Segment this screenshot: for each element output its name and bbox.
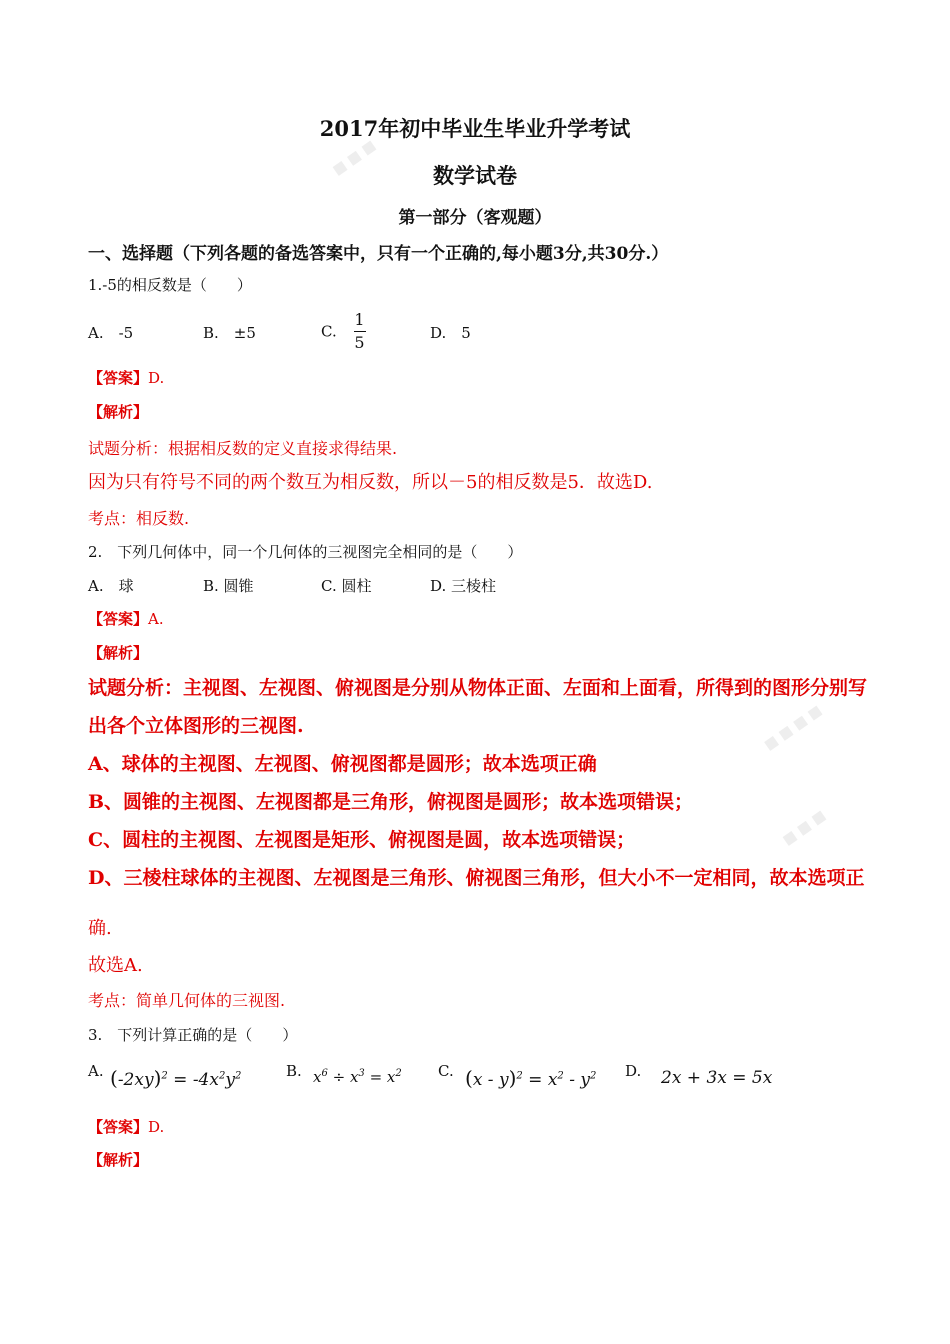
answer-value: D. xyxy=(148,1118,165,1136)
q3-option-a-formula: $(-2xy)^2 = -4x^2y^2$ xyxy=(110,1066,242,1090)
q2-analysis-line: A、球体的主视图、左视图、俯视图都是圆形；故本选项正确 xyxy=(88,753,597,775)
q2-analysis-line: B、圆锥的主视图、左视图都是三角形，俯视图是圆形；故本选项错误； xyxy=(88,791,694,813)
watermark: ■ ■ ■ ■ xyxy=(761,702,825,754)
q1-analysis-line: 因为只有符号不同的两个数互为相反数，所以－5的相反数是5．故选D. xyxy=(88,472,653,493)
fraction-numerator: 1 xyxy=(354,310,365,329)
q1-option-d: D. 5 xyxy=(430,324,471,342)
fraction-denominator: 5 xyxy=(354,333,365,352)
q2-point: 考点：简单几何体的三视图. xyxy=(88,991,286,1010)
q2-analysis-line: 故选A. xyxy=(88,955,143,976)
q2-analysis-tag: 【解析】 xyxy=(88,644,149,662)
answer-tag: 【答案】 xyxy=(88,610,149,628)
fraction-bar xyxy=(354,331,366,332)
q3-option-a-label: A. xyxy=(88,1062,104,1080)
q1-option-b: B. ±5 xyxy=(203,324,256,342)
answer-value: A. xyxy=(148,610,164,628)
q1-point: 考点：相反数. xyxy=(88,509,190,528)
q3-stem: 3. 下列计算正确的是（ ） xyxy=(88,1026,298,1044)
q1-option-c-label: C. xyxy=(321,322,337,341)
exam-title: 2017年初中毕业生毕业升学考试 xyxy=(319,116,631,141)
q2-stem: 2. 下列几何体中，同一个几何体的三视图完全相同的是（ ） xyxy=(88,543,523,561)
q2-analysis-line: 确. xyxy=(88,918,112,939)
q1-answer xyxy=(88,367,164,388)
q2-option-b: B. 圆锥 xyxy=(203,577,254,595)
q2-option-a: A. 球 xyxy=(88,577,134,595)
q2-analysis-line: C、圆柱的主视图、左视图是矩形、俯视图是圆，故本选项错误； xyxy=(88,829,636,851)
section-heading: 一、选择题（下列各题的备选答案中，只有一个正确的,每小题3分,共30分.） xyxy=(88,244,669,264)
q2-option-d: D. 三棱柱 xyxy=(430,577,497,595)
watermark: ■ ■ ■ xyxy=(779,807,829,849)
q1-analysis-line: 试题分析：根据相反数的定义直接求得结果. xyxy=(88,439,398,458)
part-heading: 第一部分（客观题） xyxy=(398,208,552,228)
exam-subtitle: 数学试卷 xyxy=(433,163,517,188)
answer-tag: 【答案】 xyxy=(88,369,149,387)
q2-analysis-line: 试题分析：主视图、左视图、俯视图是分别从物体正面、左面和上面看，所得到的图形分别写 xyxy=(88,677,868,699)
q1-option-c xyxy=(321,310,366,353)
q2-analysis-line: 出各个立体图形的三视图. xyxy=(88,715,304,737)
q3-option-c-label: C. xyxy=(438,1062,454,1080)
watermark: ■ ■ ■ xyxy=(329,137,379,179)
q3-option-b-formula: $x^6 \div x^3 = x^2$ xyxy=(313,1068,402,1086)
q3-analysis-tag: 【解析】 xyxy=(88,1151,149,1169)
q3-option-d-formula: 2x + 3x = 5x xyxy=(661,1068,773,1088)
q2-answer xyxy=(88,608,164,629)
q3-option-b-label: B. xyxy=(286,1062,302,1080)
q1-stem: 1.-5的相反数是（ ） xyxy=(88,276,252,294)
q3-option-d-label: D. xyxy=(625,1062,642,1080)
q1-option-c-fraction xyxy=(354,310,366,353)
q3-answer xyxy=(88,1116,164,1137)
q2-option-c: C. 圆柱 xyxy=(321,577,372,595)
q1-analysis-tag: 【解析】 xyxy=(88,403,149,421)
q1-option-a: A. -5 xyxy=(88,324,134,342)
answer-value: D. xyxy=(148,369,165,387)
q2-analysis-line: D、三棱柱球体的主视图、左视图是三角形、俯视图三角形，但大小不一定相同，故本选项正 xyxy=(88,867,865,889)
answer-tag: 【答案】 xyxy=(88,1118,149,1136)
q3-option-c-formula: $(x - y)^2 = x^2 - y^2$ xyxy=(465,1066,597,1090)
